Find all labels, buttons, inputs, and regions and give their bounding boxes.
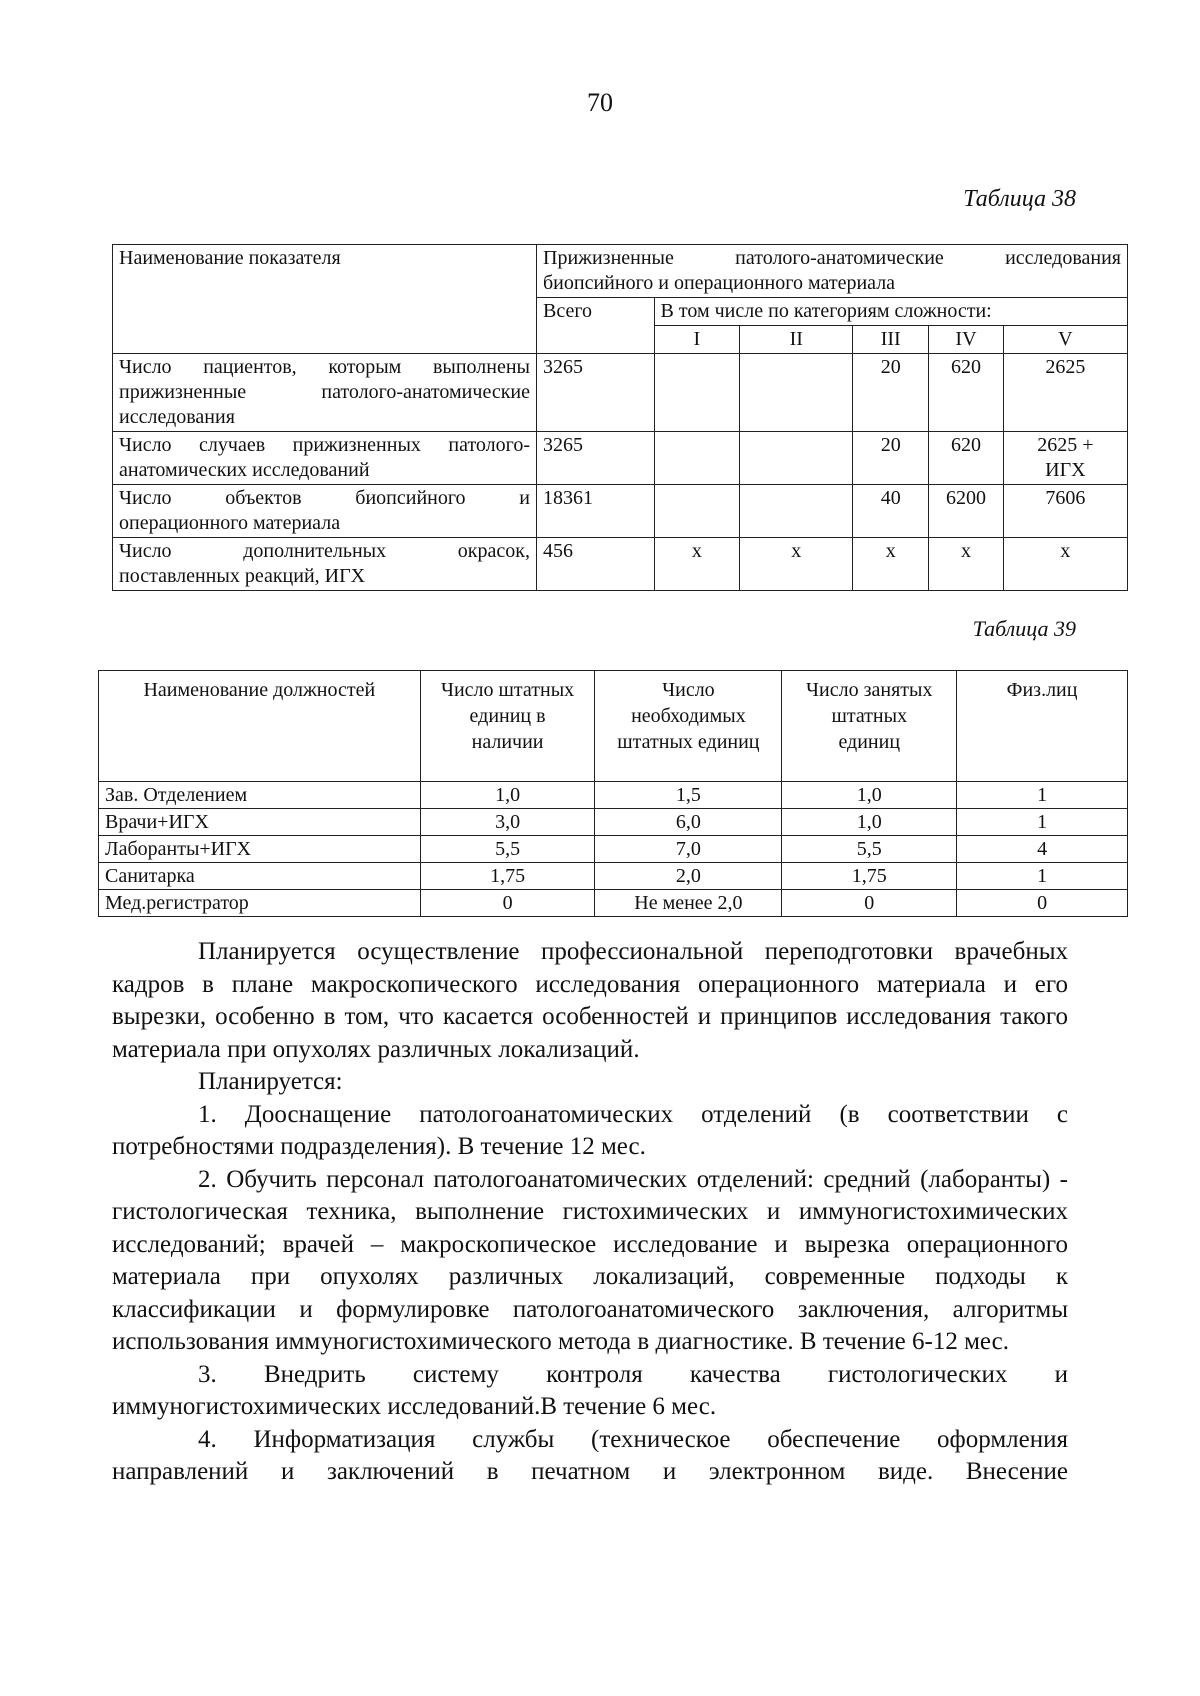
list-item: 2. Обучить персонал патологоанатомических отделений: средний (лаборанты) - гистологическая техника, выполнение гистохимических и иммуногистохимических исследований; врачей – макроскопическое исследование и вырезка операционного материала при опухолях различных локализаций, современные подходы к классификации и формулировке патологоанатомического заключения, алгоритмы использования иммуногистохимического метода в диагностике. В течение 6-12 мес. bbox=[112, 1165, 1068, 1355]
cell-occupied: 5,5 bbox=[782, 836, 957, 863]
table-row bbox=[99, 890, 1128, 917]
cell-persons: 1 bbox=[957, 782, 1128, 809]
paragraph: Планируется: bbox=[198, 1068, 343, 1095]
cell-cat3: х bbox=[853, 538, 929, 591]
row-label bbox=[113, 538, 537, 591]
cell-position: Мед.регистратор bbox=[99, 890, 421, 917]
header-line: Число bbox=[662, 679, 715, 701]
cell-cat2 bbox=[740, 432, 853, 485]
cell-total: 3265 bbox=[537, 354, 655, 432]
cell-cat5: х bbox=[1003, 538, 1127, 591]
header-category-2: II bbox=[740, 326, 853, 354]
cell-cat1 bbox=[654, 485, 740, 538]
cell-position: Зав. Отделением bbox=[99, 782, 421, 809]
header-persons bbox=[957, 671, 1128, 782]
header-line: Число штатных bbox=[440, 679, 575, 701]
row-label-line: Число объектов биопсийного и bbox=[119, 487, 530, 509]
table-39-caption: Таблица 39 bbox=[972, 616, 1076, 641]
row-label-line: операционного материала bbox=[119, 512, 341, 534]
header-category-5: V bbox=[1003, 326, 1127, 354]
cell-cat4: 620 bbox=[929, 354, 1004, 432]
table-39 bbox=[98, 670, 1128, 917]
row-label bbox=[113, 354, 537, 432]
cell-cat5-line1: 2625 bbox=[1045, 356, 1086, 378]
header-line: единиц bbox=[838, 731, 901, 753]
header-line: Число занятых bbox=[806, 679, 933, 701]
cell-position: Лаборанты+ИГХ bbox=[99, 836, 421, 863]
header-indicator: Наименование показателя bbox=[113, 245, 537, 354]
cell-cat5 bbox=[1003, 432, 1127, 485]
cell-occupied: 1,0 bbox=[782, 809, 957, 836]
table-38-caption: Таблица 38 bbox=[963, 186, 1076, 212]
cell-cat5-line2: ИГХ bbox=[1045, 459, 1086, 481]
header-group bbox=[537, 245, 1128, 298]
cell-position: Санитарка bbox=[99, 863, 421, 890]
list-item: 4. Информатизация службы (техническое обеспечение оформления bbox=[198, 1425, 1068, 1453]
cell-cat5: 7606 bbox=[1003, 485, 1127, 538]
cell-available: 3,0 bbox=[420, 809, 595, 836]
header-category-1: I bbox=[654, 326, 740, 354]
header-staff-occupied bbox=[782, 671, 957, 782]
list-item-continuation: направлений и заключений в печатном и электронном виде. Внесение bbox=[112, 1458, 1068, 1485]
cell-required: 1,5 bbox=[595, 782, 782, 809]
cell-cat1: х bbox=[654, 538, 740, 591]
table-row bbox=[113, 538, 1128, 591]
header-position bbox=[99, 671, 421, 782]
list-item: 1. Дооснащение патологоанатомических отделений (в соответствии с потребностями подразделения). В течение 12 мес. bbox=[112, 1100, 1068, 1160]
cell-cat2 bbox=[740, 354, 853, 432]
header-group-line2: биопсийного и операционного материала bbox=[543, 272, 896, 294]
table-row bbox=[99, 863, 1128, 890]
table-row bbox=[113, 432, 1128, 485]
header-line: наличии bbox=[471, 731, 544, 753]
cell-cat3: 20 bbox=[853, 432, 929, 485]
cell-available: 1,75 bbox=[420, 863, 595, 890]
cell-available: 1,0 bbox=[420, 782, 595, 809]
header-category-3: III bbox=[853, 326, 929, 354]
row-label-line: исследования bbox=[119, 406, 235, 428]
row-label-line: Число случаев прижизненных патолого- bbox=[119, 434, 530, 456]
cell-required: 2,0 bbox=[595, 863, 782, 890]
header-line: штатных единиц bbox=[617, 731, 760, 753]
cell-cat3: 20 bbox=[853, 354, 929, 432]
cell-cat1 bbox=[654, 432, 740, 485]
table-row bbox=[99, 782, 1128, 809]
cell-total: 18361 bbox=[537, 485, 655, 538]
cell-persons: 1 bbox=[957, 809, 1128, 836]
cell-cat4: 620 bbox=[929, 432, 1004, 485]
table-row bbox=[99, 836, 1128, 863]
row-label bbox=[113, 485, 537, 538]
header-line: необходимых bbox=[631, 705, 746, 727]
cell-persons: 4 bbox=[957, 836, 1128, 863]
paragraph: Планируется осуществление профессиональной переподготовки врачебных кадров в плане макроскопического исследования операционного материала и его вырезки, особенно в том, что касается особенностей и принципов исследования такого материала при опухолях различных локализаций. bbox=[112, 938, 1068, 1063]
cell-available: 0 bbox=[420, 890, 595, 917]
row-label bbox=[113, 432, 537, 485]
cell-cat2 bbox=[740, 485, 853, 538]
header-staff-required bbox=[595, 671, 782, 782]
header-line: штатных bbox=[831, 705, 908, 727]
header-line: единиц в bbox=[469, 705, 546, 727]
table-row bbox=[99, 809, 1128, 836]
cell-occupied: 0 bbox=[782, 890, 957, 917]
row-label-line: анатомических исследований bbox=[119, 459, 370, 481]
list-item: 3. Внедрить систему контроля качества гистологических и иммуногистохимических исследований.В течение 6 мес. bbox=[112, 1360, 1068, 1420]
cell-total: 456 bbox=[537, 538, 655, 591]
header-category-4: IV bbox=[929, 326, 1004, 354]
cell-cat4: 6200 bbox=[929, 485, 1004, 538]
cell-required: Не менее 2,0 bbox=[595, 890, 782, 917]
header-staff-available bbox=[420, 671, 595, 782]
header-categories-title: В том числе по категориям сложности: bbox=[654, 298, 1127, 326]
header-line: Наименование должностей bbox=[143, 679, 376, 701]
cell-position: Врачи+ИГХ bbox=[99, 809, 421, 836]
page-number: 70 bbox=[587, 88, 613, 117]
row-label-line: Число дополнительных окрасок, bbox=[119, 540, 530, 562]
cell-occupied: 1,0 bbox=[782, 782, 957, 809]
cell-occupied: 1,75 bbox=[782, 863, 957, 890]
cell-persons: 1 bbox=[957, 863, 1128, 890]
header-line: Физ.лиц bbox=[1006, 679, 1078, 701]
body-text bbox=[112, 936, 1068, 1489]
cell-cat4: х bbox=[929, 538, 1004, 591]
row-label-line: Число пациентов, которым выполнены bbox=[119, 356, 530, 378]
row-label-line: поставленных реакций, ИГХ bbox=[119, 565, 366, 587]
cell-available: 5,5 bbox=[420, 836, 595, 863]
cell-persons: 0 bbox=[957, 890, 1128, 917]
cell-required: 7,0 bbox=[595, 836, 782, 863]
cell-cat3: 40 bbox=[853, 485, 929, 538]
cell-cat5 bbox=[1003, 354, 1127, 432]
table-header-row bbox=[99, 671, 1128, 782]
row-label-line: прижизненные патолого-анатомические bbox=[119, 381, 530, 403]
cell-cat1 bbox=[654, 354, 740, 432]
cell-required: 6,0 bbox=[595, 809, 782, 836]
cell-cat5-line1: 2625 + bbox=[1037, 434, 1094, 456]
table-row bbox=[113, 354, 1128, 432]
table-38 bbox=[112, 244, 1128, 591]
header-total: Всего bbox=[537, 298, 655, 354]
table-row bbox=[113, 485, 1128, 538]
cell-total: 3265 bbox=[537, 432, 655, 485]
header-group-line1: Прижизненные патолого-анатомические исследования bbox=[543, 247, 1121, 269]
cell-cat2: х bbox=[740, 538, 853, 591]
